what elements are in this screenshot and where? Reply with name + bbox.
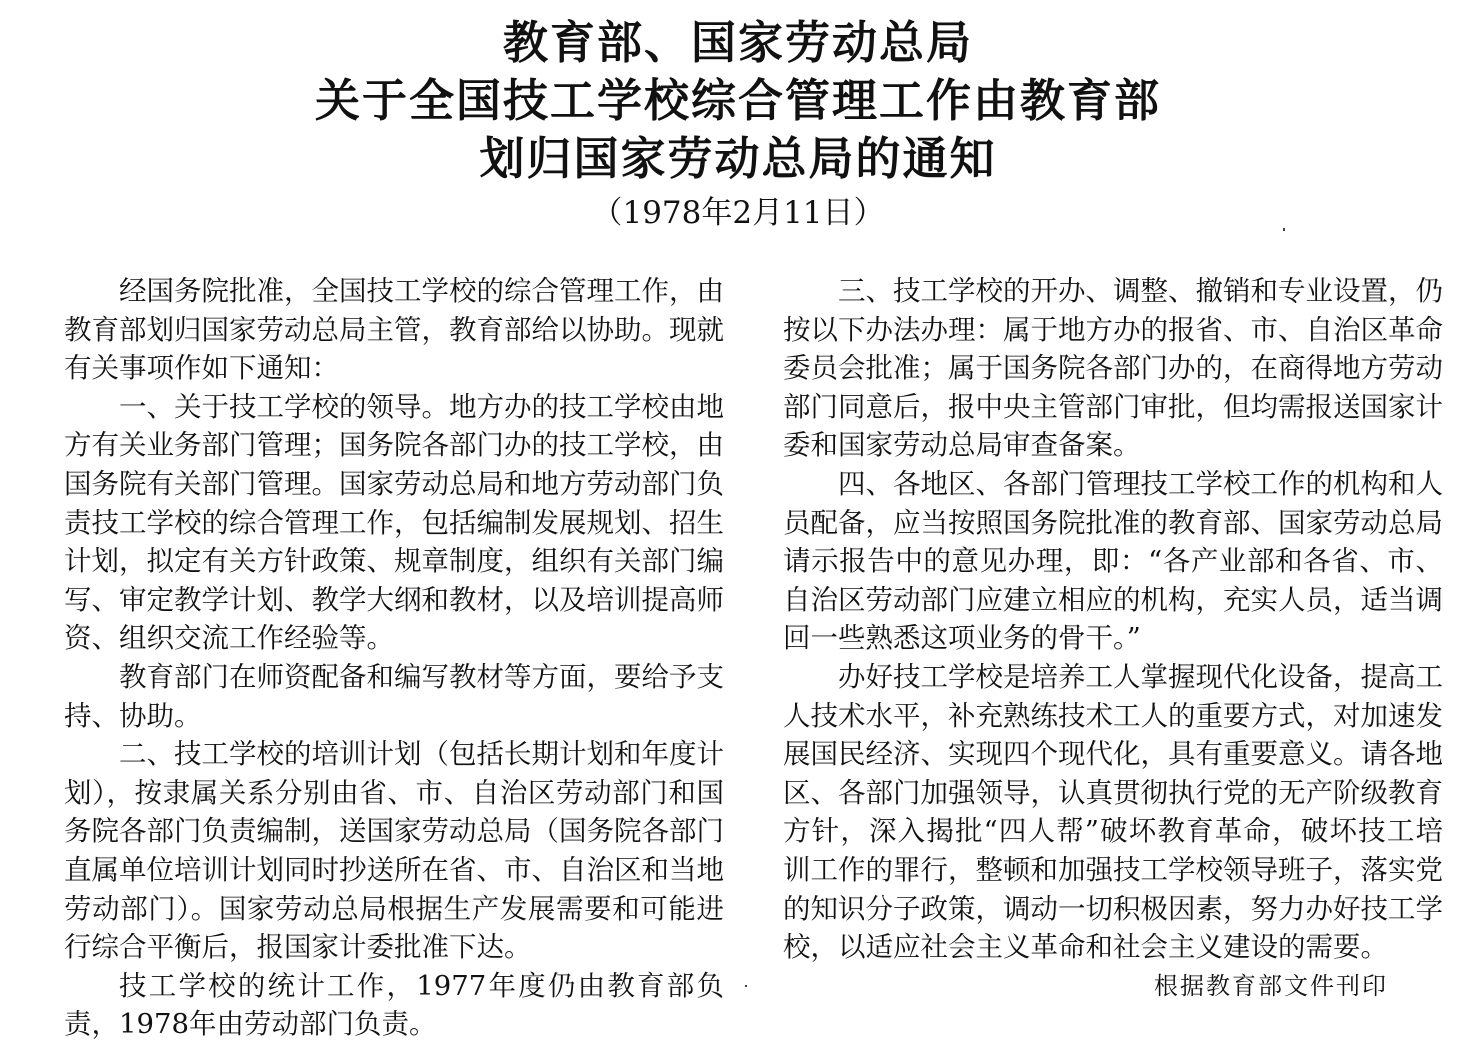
scan-speck [745, 985, 747, 987]
title-line-1: 教育部、国家劳动总局 [502, 16, 973, 69]
title-line-3: 划归国家劳动总局的通知 [479, 132, 997, 185]
paragraph: 三、技工学校的开办、调整、撤销和专业设置，仍按以下办法办理：属于地方办的报省、市、自治区革命委员会批准；属于国务院各部门办的，在商得地方劳动部门同意后，报中央主管部门审批，但均需报送国家计委和国家劳动总局审查备案。 [783, 275, 1443, 462]
scan-speck [1283, 228, 1285, 231]
paragraph: 一、关于技工学校的领导。地方办的技工学校由地方有关业务部门管理；国务院各部门办的技工学校，由国务院有关部门管理。国家劳动总局和地方劳动部门负责技工学校的综合管理工作，包括编制发展规划、招生计划，拟定有关方针政策、规章制度，组织有关部门编写、审定教学计划、教学大纲和教材，以及培训提高师资、组织交流工作经验等。 [64, 390, 724, 655]
paragraph: 四、各地区、各部门管理技工学校工作的机构和人员配备，应当按照国务院批准的教育部、国家劳动总局请示报告中的意见办理，即：“各产业部和各省、市、自治区劳动部门应建立相应的机构，充实人员，适当调回一些熟悉这项业务的骨干。” [783, 467, 1443, 655]
paragraph: 经国务院批准，全国技工学校的综合管理工作，由教育部划归国家劳动总局主管，教育部给以协助。现就有关事项作如下通知： [64, 275, 724, 385]
left-column [64, 272, 724, 1044]
right-column [783, 272, 1443, 1005]
title-block [0, 14, 1476, 236]
paragraph: 教育部门在师资配备和编写教材等方面，要给予支持、协助。 [64, 660, 724, 732]
paragraph: 二、技工学校的培训计划（包括长期计划和年度计划），按隶属关系分别由省、市、自治区劳动部门和国务院各部门负责编制，送国家劳动总局（国务院各部门直属单位培训计划同时抄送所在省、市、自治区和当地劳动部门）。国家劳动总局根据生产发展需要和可能进行综合平衡后，报国家计委批准下达。 [64, 738, 724, 964]
paragraph: 技工学校的统计工作，1977年度仍由教育部负责，1978年由劳动部门负责。 [64, 969, 724, 1041]
source-note: 根据教育部文件刊印 [1154, 971, 1388, 1000]
title-line-2: 关于全国技工学校综合管理工作由教育部 [314, 74, 1161, 127]
issue-date: （1978年2月11日） [591, 195, 885, 231]
paragraph: 办好技工学校是培养工人掌握现代化设备，提高工人技术水平，补充熟练技术工人的重要方式，对加速发展国民经济、实现四个现代化，具有重要意义。请各地区、各部门加强领导，认真贯彻执行党的无产阶级教育方针，深入揭批“四人帮”破坏教育革命，破坏技工培训工作的罪行，整顿和加强技工学校领导班子，落实党的知识分子政策，调动一切积极因素，努力办好技工学校，以适应社会主义革命和社会主义建设的需要。 [783, 660, 1443, 964]
